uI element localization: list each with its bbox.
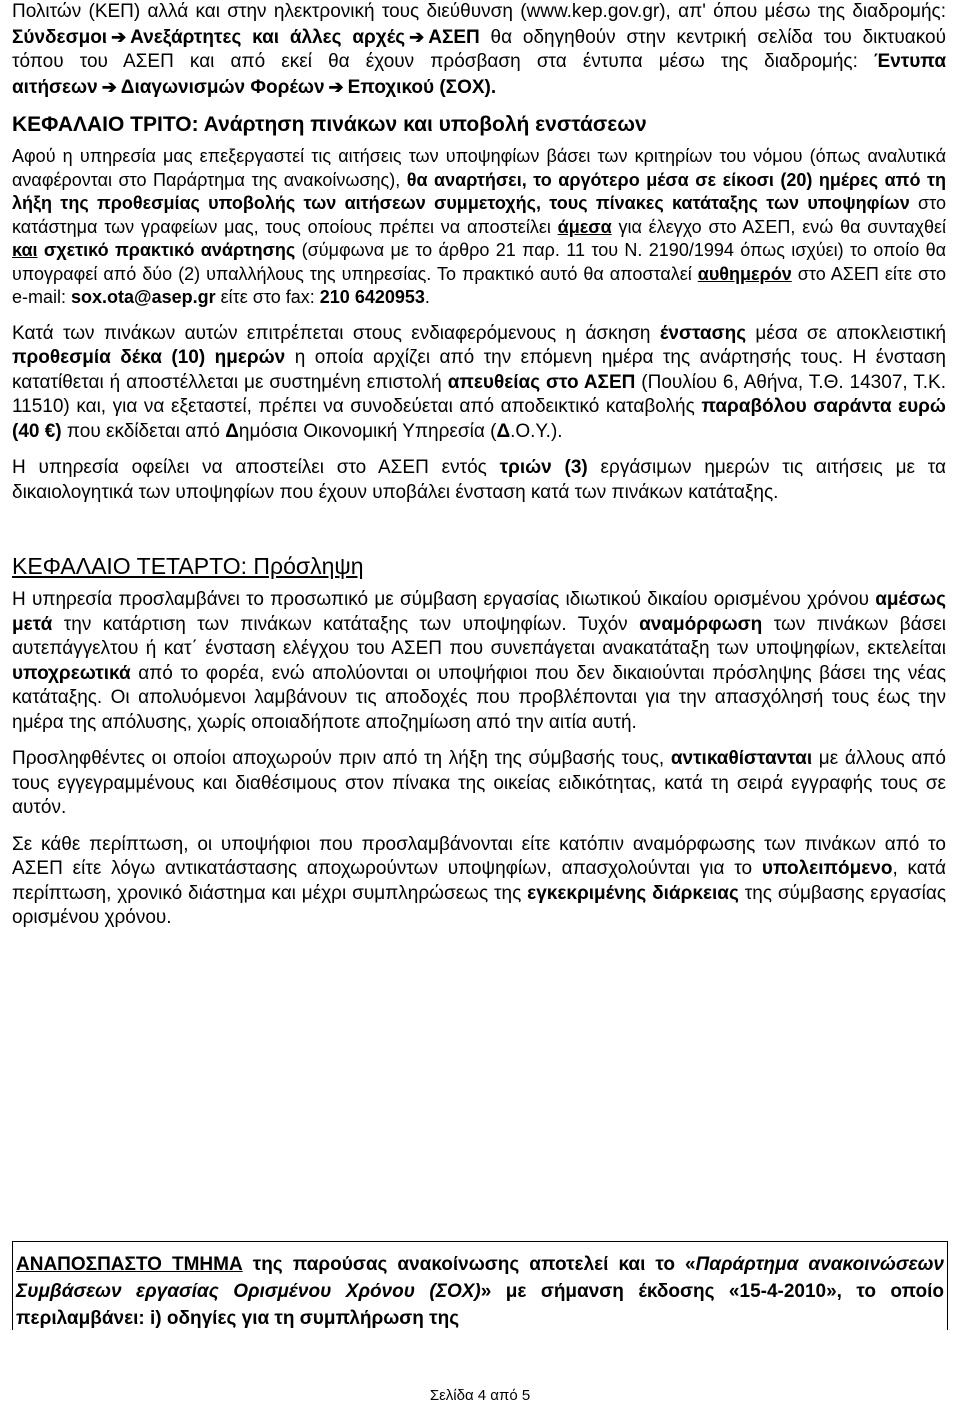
intro-paragraph — [12, 0, 946, 100]
chapter4-paragraph-2: Προσληφθέντες οι οποίοι αποχωρούν πριν από τη λήξη της σύμβασής τους, αντικαθίστανται με άλλους από τους εγγεγραμμένους και διαθέσιμους στον πίνακα της οικείας ειδικότητας, κατά τη σειρά εγγραφής τους σε αυτόν. — [12, 748, 946, 818]
intro-text: Πολιτών (ΚΕΠ) αλλά και στην ηλεκτρονική τους διεύθυνση (www.kep.gov.gr), απ' όπου μέσω της διαδρομής: — [12, 1, 946, 22]
chapter3-paragraph-3: Η υπηρεσία οφείλει να αποστείλει στο ΑΣΕΠ εντός τριών (3) εργάσιμων ημερών τις αιτήσεις με τα δικαιολογητικά των υποψηφίων που έχουν υποβάλει ένσταση κατά των πινάκων κατάταξης. — [12, 457, 946, 503]
document-page — [12, 0, 947, 1329]
chapter4-heading: ΚΕΦΑΛΑΙΟ ΤΕΤΑΡΤΟ: Πρόσληψη — [12, 553, 364, 579]
chapter3-heading: ΚΕΦΑΛΑΙΟ ΤΡΙΤΟ: Ανάρτηση πινάκων και υποβολή ενστάσεων — [12, 113, 647, 136]
page-number: Σελίδα 4 από 5 — [429, 1387, 531, 1404]
chapter3-paragraph-1: Αφού η υπηρεσία μας επεξεργαστεί τις αιτήσεις των υποψηφίων βάσει των κριτηρίων του νόμου (όπως αναλυτικά αναφέρονται στο Παράρτημα της ανακοίνωσης), θα αναρτήσει, το αργότερο μέσα σε είκοσι (20) ημέρες από τη λήξη της προθεσμίας υποβολής των αιτήσεων συμμετοχής, τους πίνακες κατάταξης των υποψηφίων στο κατάστημα των γραφείων μας, τους οποίους πρέπει να αποστείλει άμεσα για έλεγχο στο ΑΣΕΠ, ενώ θα συνταχθεί και σχετικό πρακτικό ανάρτησης (σύμφωνα με το άρθρο 21 παρ. 11 του Ν. 2190/1994 όπως ισχύει) το οποίο θα υπογραφεί από δύο (2) υπαλλήλους της υπηρεσίας. Το πρακτικό αυτό θα αποσταλεί αυθημερόν στο ΑΣΕΠ είτε στο e-mail: sox.ota@asep.gr είτε στο fax: 210 6420953. — [12, 146, 947, 307]
intro-text: θα οδηγηθούν στην κεντρική σελίδα του δικτυακού τόπου του ΑΣΕΠ και από εκεί θα έχουν πρόσβαση στα έντυπα μέσω της διαδρομής: — [12, 26, 946, 72]
chapter4-paragraph-1: Η υπηρεσία προσλαμβάνει το προσωπικό με σύμβαση εργασίας ιδιωτικού δικαίου ορισμένου χρόνου αμέσως μετά την κατάρτιση των πινάκων κατάταξης των υποψηφίων. Τυχόν αναμόρφωση των πινάκων βάσει αυτεπάγγελτου ή κατ΄ ένσταση ελέγχου του ΑΣΕΠ που συνεπάγεται ανακατάταξη των υποψηφίων, εκτελείται υποχρεωτικά από το φορέα, ενώ απολύονται οι υποψήφιοι που δεν δικαιούνται πρόσληψης βάσει της νέας κατάταξης. Οι απολυόμενοι λαμβάνουν τις αποδοχές που προβλέπονται για την απασχόλησή τους έως την ημέρα της απόλυσης, χωρίς οποιαδήποτε αποζημίωση από την αιτία αυτή. — [12, 589, 946, 733]
path-step: Σύνδεσμοι — [12, 26, 108, 48]
arrow-icon: ➔ — [409, 26, 425, 47]
annex-paragraph: ΑΝΑΠΟΣΠΑΣΤΟ ΤΜΗΜΑ της παρούσας ανακοίνωσης αποτελεί και το «Παράρτημα ανακοινώσεων Συμβάσεων εργασίας Ορισμένου Χρόνου (ΣΟΧ)» με σήμανση έκδοσης «15-4-2010», το οποίο περιλαμβάνει: i) οδηγίες για τη συμπλήρωση της — [16, 1254, 944, 1329]
fax-number: 210 6420953 — [319, 287, 425, 307]
path-step: ΑΣΕΠ — [428, 26, 480, 48]
annex-box — [12, 1241, 948, 1330]
path-step: Εποχικού (ΣΟΧ). — [347, 76, 497, 98]
chapter4-paragraph-3: Σε κάθε περίπτωση, οι υποψήφιοι που προσλαμβάνονται είτε κατόπιν αναμόρφωσης των πινάκων από το ΑΣΕΠ είτε λόγω αντικατάστασης αποχωρούντων υποψηφίων, απασχολούνται για το υπολειπόμενο, κατά περίπτωση, χρονικό διάστημα και μέχρι συμπληρώσεως της εγκεκριμένης διάρκειας της σύμβασης εργασίας ορισμένου χρόνου. — [12, 833, 947, 928]
chapter3-paragraph-2: Κατά των πινάκων αυτών επιτρέπεται στους ενδιαφερόμενους η άσκηση ένστασης μέσα σε αποκλειστική προθεσμία δέκα (10) ημερών η οποία αρχίζει από την επόμενη ημέρα της ανάρτησής τους. Η ένσταση κατατίθεται ή αποστέλλεται με συστημένη επιστολή απευθείας στο ΑΣΕΠ (Πουλίου 6, Αθήνα, Τ.Θ. 14307, Τ.Κ. 11510) και, για να εξεταστεί, πρέπει να συνοδεύεται από αποδεικτικό καταβολής παραβόλου σαράντα ευρώ (40 €) που εκδίδεται από Δημόσια Οικονομική Υπηρεσία (Δ.Ο.Υ.). — [12, 322, 947, 442]
path-step: Ανεξάρτητες και άλλες αρχές — [130, 26, 406, 48]
path-step: Διαγωνισμών Φορέων — [120, 76, 325, 98]
arrow-icon: ➔ — [111, 26, 127, 47]
arrow-icon: ➔ — [101, 76, 117, 97]
email-link[interactable]: sox.ota@asep.gr — [71, 287, 216, 307]
arrow-icon: ➔ — [328, 76, 344, 97]
path-step: Έντυπα αιτήσεων — [12, 51, 946, 98]
